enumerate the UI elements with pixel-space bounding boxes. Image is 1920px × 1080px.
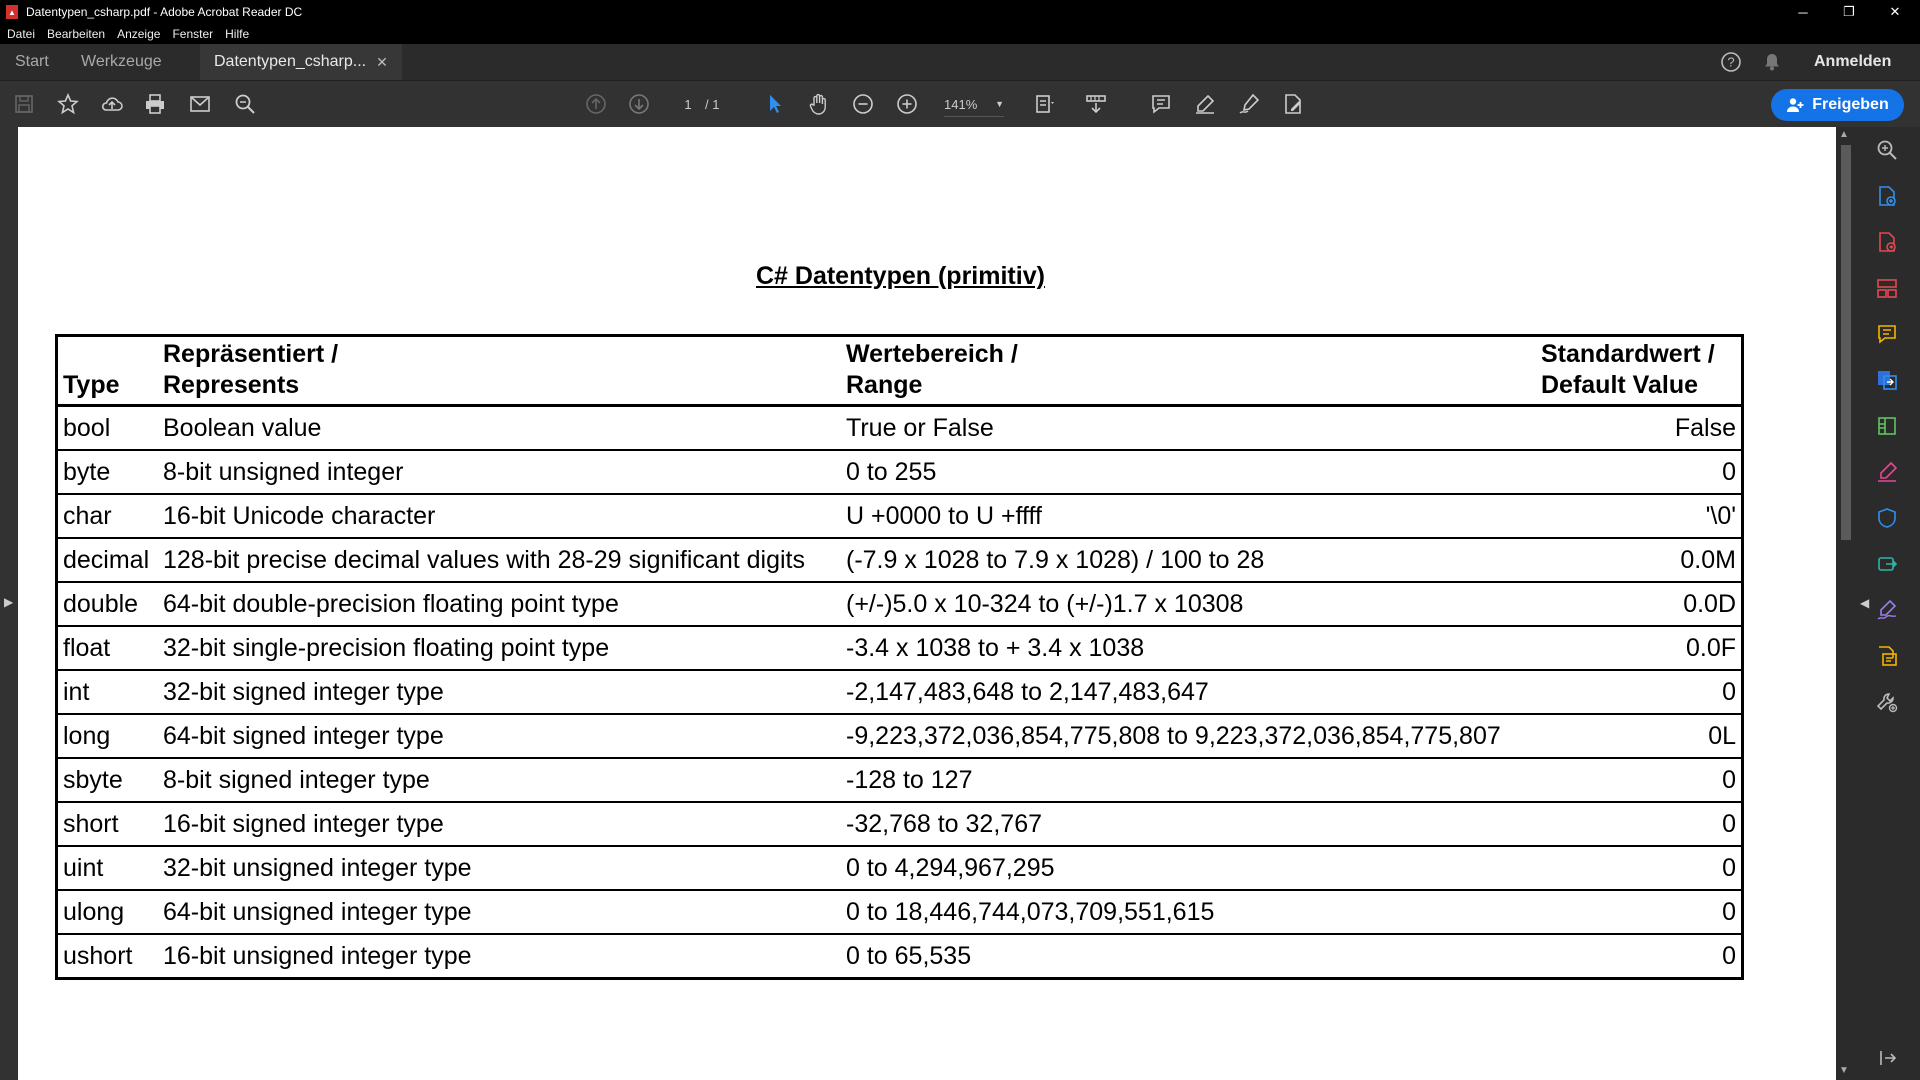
cell-default: 0 xyxy=(1536,758,1743,802)
cell-represents: 8-bit unsigned integer xyxy=(158,450,841,494)
cell-default: 0 xyxy=(1536,670,1743,714)
cell-type: uint xyxy=(57,846,159,890)
export-pdf-icon[interactable] xyxy=(1874,229,1900,255)
zoom-level-dropdown[interactable] xyxy=(944,92,1004,117)
cell-type: byte xyxy=(57,450,159,494)
combine-files-icon[interactable] xyxy=(1874,367,1900,393)
cell-type: decimal xyxy=(57,538,159,582)
cell-range: 0 to 18,446,744,073,709,551,615 xyxy=(841,890,1536,934)
left-panel-strip xyxy=(0,127,18,1080)
header-range-de: Wertebereich / xyxy=(846,340,1018,368)
help-icon[interactable] xyxy=(1720,44,1742,80)
svg-text:?: ? xyxy=(1727,54,1735,70)
more-tools-icon[interactable] xyxy=(1874,689,1900,715)
table-row xyxy=(57,758,1743,802)
page-number-input[interactable] xyxy=(671,92,705,116)
cell-range: 0 to 255 xyxy=(841,450,1536,494)
cell-type: long xyxy=(57,714,159,758)
cell-type: sbyte xyxy=(57,758,159,802)
menu-file[interactable]: Datei xyxy=(7,27,36,41)
cell-default: '\0' xyxy=(1536,494,1743,538)
cell-default: 0.0D xyxy=(1536,582,1743,626)
header-represents xyxy=(158,336,841,406)
menu-view[interactable]: Anzeige xyxy=(117,27,161,41)
table-row xyxy=(57,890,1743,934)
document-page xyxy=(18,127,1836,1080)
highlight-pen-icon[interactable] xyxy=(1190,89,1220,119)
cell-default: 0 xyxy=(1536,802,1743,846)
print-icon[interactable] xyxy=(140,89,170,119)
cell-default: 0 xyxy=(1536,450,1743,494)
header-represents-de: Repräsentiert / xyxy=(163,340,339,368)
search-zoom-icon[interactable] xyxy=(230,89,260,119)
zoom-search-icon[interactable] xyxy=(1874,137,1900,163)
page-navigator xyxy=(671,92,719,116)
cell-represents: 16-bit signed integer type xyxy=(158,802,841,846)
cell-default: 0 xyxy=(1722,941,1736,970)
cell-represents: 32-bit signed integer type xyxy=(158,670,841,714)
sign-icon[interactable] xyxy=(1234,89,1264,119)
hand-tool-icon[interactable] xyxy=(804,89,834,119)
table-row xyxy=(57,670,1743,714)
edit-pdf-icon[interactable] xyxy=(1874,413,1900,439)
cell-range: U +0000 to U +ffff xyxy=(841,494,1536,538)
add-person-icon xyxy=(1786,96,1804,114)
cell-represents: Boolean value xyxy=(158,406,841,451)
restore-icon[interactable]: ❐ xyxy=(1843,4,1855,19)
zoom-level-value: 141% xyxy=(944,96,978,112)
cell-type: char xyxy=(57,494,159,538)
tab-bar xyxy=(0,44,1920,81)
tab-tools[interactable]: Werkzeuge xyxy=(81,53,162,70)
tab-document-label: Datentypen_csharp... xyxy=(214,53,367,70)
cell-type: float xyxy=(57,626,159,670)
header-range-en: Range xyxy=(846,371,923,399)
header-default-en: Default Value xyxy=(1541,371,1698,399)
share-button-label: Freigeben xyxy=(1812,96,1889,113)
select-cursor-icon[interactable] xyxy=(760,89,790,119)
cell-default: 0 xyxy=(1536,890,1743,934)
create-pdf-icon[interactable] xyxy=(1874,183,1900,209)
table-row xyxy=(57,494,1743,538)
cell-range: -128 to 127 xyxy=(841,758,1536,802)
acrobat-app-icon: ▲ xyxy=(6,5,18,19)
header-range xyxy=(841,336,1536,406)
menu-bar xyxy=(0,24,1920,44)
cell-represents: 64-bit unsigned integer type xyxy=(158,890,841,934)
upload-cloud-icon[interactable] xyxy=(97,89,127,119)
header-default xyxy=(1536,336,1743,406)
expand-left-panel-icon[interactable]: ▶ xyxy=(4,595,14,609)
cell-represents: 16-bit Unicode character xyxy=(158,494,841,538)
cell-represents: 32-bit single-precision floating point type xyxy=(158,626,841,670)
collapse-panel-icon[interactable] xyxy=(1874,1045,1900,1071)
page-fit-icon[interactable] xyxy=(1030,89,1060,119)
table-row xyxy=(57,582,1743,626)
email-icon[interactable] xyxy=(185,89,215,119)
cell-type: ulong xyxy=(57,890,159,934)
cell-range: True or False xyxy=(841,406,1536,451)
table-row xyxy=(57,714,1743,758)
chevron-down-icon: ▼ xyxy=(995,99,1004,109)
cell-range: -2,147,483,648 to 2,147,483,647 xyxy=(841,670,1536,714)
tab-start[interactable]: Start xyxy=(15,53,49,70)
cell-range: (-7.9 x 1028 to 7.9 x 1028) / 100 to 28 xyxy=(841,538,1536,582)
cell-type: int xyxy=(57,670,159,714)
cell-represents: 8-bit signed integer type xyxy=(158,758,841,802)
zoom-in-icon[interactable] xyxy=(892,89,922,119)
scroll-down-icon[interactable]: ▼ xyxy=(1839,1065,1849,1076)
next-page-icon[interactable] xyxy=(624,89,654,119)
table-row xyxy=(57,846,1743,890)
window-title: Datentypen_csharp.pdf - Adobe Acrobat Reader DC xyxy=(26,5,303,19)
close-window-icon[interactable]: ✕ xyxy=(1889,4,1901,19)
save-icon[interactable] xyxy=(9,89,39,119)
cell-represents: 32-bit unsigned integer type xyxy=(158,846,841,890)
cell-type: double xyxy=(57,582,159,626)
cell-type: ushort xyxy=(63,941,133,970)
cell-default: 0.0F xyxy=(1536,626,1743,670)
cell-range: -9,223,372,036,854,775,808 to 9,223,372,036,854,775,807 xyxy=(841,714,1536,758)
cell-default: False xyxy=(1536,406,1743,451)
title-bar xyxy=(0,0,1920,24)
table-row xyxy=(57,406,1743,451)
close-tab-icon[interactable]: ✕ xyxy=(376,53,388,70)
page-total: / 1 xyxy=(705,96,720,112)
menu-help[interactable]: Hilfe xyxy=(225,27,250,41)
cell-range: -32,768 to 32,767 xyxy=(841,802,1536,846)
organize-pages-icon[interactable] xyxy=(1874,275,1900,301)
scrollbar-thumb[interactable] xyxy=(1841,145,1851,540)
menu-edit[interactable]: Bearbeiten xyxy=(47,27,106,41)
zoom-out-icon[interactable] xyxy=(848,89,878,119)
cell-represents: 64-bit signed integer type xyxy=(158,714,841,758)
cell-default: 0 xyxy=(1536,846,1743,890)
signin-link[interactable]: Anmelden xyxy=(1814,53,1892,70)
cell-represents: 64-bit double-precision floating point type xyxy=(158,582,841,626)
certificates-icon[interactable] xyxy=(1874,643,1900,669)
scroll-up-icon[interactable]: ▲ xyxy=(1839,129,1849,140)
cell-default: 0L xyxy=(1536,714,1743,758)
fill-sign-icon[interactable] xyxy=(1278,89,1308,119)
table-row xyxy=(57,626,1743,670)
fill-and-sign-icon[interactable] xyxy=(1874,459,1900,485)
table-header-row xyxy=(57,336,1743,406)
notification-bell-icon[interactable] xyxy=(1762,44,1782,80)
menu-window[interactable]: Fenster xyxy=(172,27,214,41)
header-type: Type xyxy=(57,336,159,406)
table-row xyxy=(57,802,1743,846)
minimize-icon[interactable]: ─ xyxy=(1798,4,1808,20)
cell-range: 0 to 4,294,967,295 xyxy=(841,846,1536,890)
tab-document[interactable] xyxy=(200,44,402,80)
table-row xyxy=(57,934,1743,979)
vertical-scrollbar[interactable] xyxy=(1836,127,1854,1080)
document-title: C# Datentypen (primitiv) xyxy=(756,262,1045,290)
cell-range: (+/-)5.0 x 10-324 to (+/-)1.7 x 10308 xyxy=(841,582,1536,626)
header-default-de: Standardwert / xyxy=(1541,340,1715,368)
cell-type: short xyxy=(57,802,159,846)
header-represents-en: Represents xyxy=(163,371,300,399)
comment-panel-icon[interactable] xyxy=(1874,321,1900,347)
cell-type: bool xyxy=(57,406,159,451)
bookmark-star-icon[interactable] xyxy=(53,89,83,119)
cell-default: 0.0M xyxy=(1536,538,1743,582)
datatypes-table xyxy=(55,334,1744,980)
cell-range: -3.4 x 1038 to + 3.4 x 1038 xyxy=(841,626,1536,670)
protect-shield-icon[interactable] xyxy=(1874,505,1900,531)
request-signature-icon[interactable] xyxy=(1874,597,1900,623)
share-button[interactable] xyxy=(1771,89,1904,121)
toolbar xyxy=(0,81,1920,128)
send-for-review-icon[interactable] xyxy=(1874,551,1900,577)
table-row xyxy=(57,538,1743,582)
table-row xyxy=(57,450,1743,494)
comment-icon[interactable] xyxy=(1146,89,1176,119)
cell-represents: 16-bit unsigned integer type xyxy=(163,941,472,970)
scroll-mode-icon[interactable] xyxy=(1081,89,1111,119)
cell-range: 0 to 65,535 xyxy=(846,941,972,970)
previous-page-icon[interactable] xyxy=(581,89,611,119)
cell-represents: 128-bit precise decimal values with 28-29 significant digits xyxy=(158,538,841,582)
hide-right-panel-icon[interactable]: ◀ xyxy=(1860,596,1870,610)
